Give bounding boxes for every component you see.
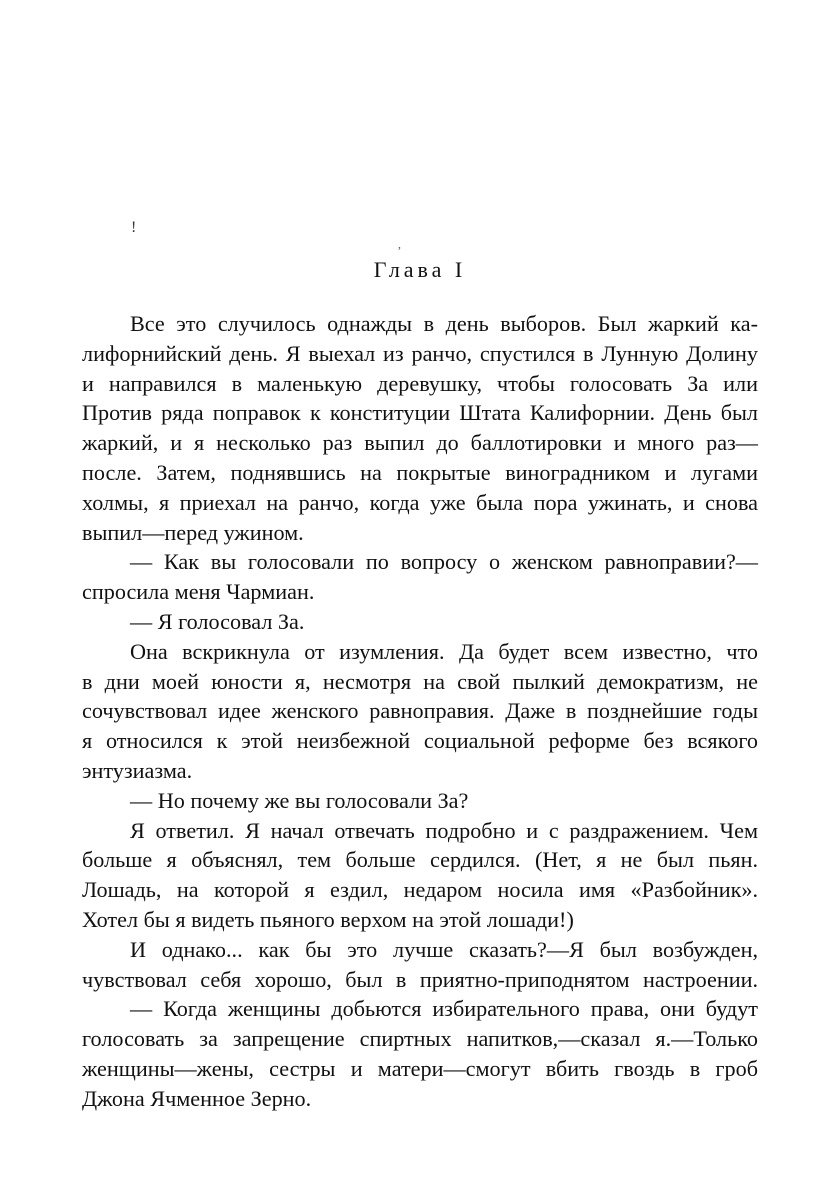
- text-line: Она вскрикнула от изумления. Да будет всем известно, что: [130, 638, 758, 664]
- text-line: спросила меня Чармиан.: [82, 579, 315, 605]
- text-line: в дни моей юности я, несмотря на свой пылкий демократизм, не: [82, 668, 758, 694]
- stray-mark-left: !: [131, 219, 137, 236]
- text-line: чувствовал себя хорошо, был в приятно-приподнятом настроении.: [82, 966, 758, 992]
- text-line: Хотел бы я видеть пьяного верхом на этой лошади!): [82, 906, 574, 932]
- text-line: Джона Ячменное Зерно.: [82, 1085, 312, 1111]
- text-line: жаркий, и я несколько раз выпил до баллотировки и много раз—: [82, 430, 758, 456]
- text-line: голосовать за запрещение спиртных напитков,—сказал я.—Только: [82, 1026, 758, 1052]
- text-line: — Но почему же вы голосовали За?: [130, 787, 469, 813]
- text-line: сочувствовал идее женского равноправия. Даже в позднейшие годы: [82, 698, 758, 724]
- chapter-body-text: [82, 309, 758, 1114]
- chapter-title: Глава I: [373, 257, 467, 282]
- text-line: лифорнийский день. Я выехал из ранчо, спустился в Лунную Долину: [82, 340, 758, 366]
- text-line: я относился к этой неизбежной социальной реформе без всякого: [82, 728, 758, 754]
- text-line: — Я голосовал За.: [130, 608, 305, 634]
- text-line: Против ряда поправок к конституции Штата Калифорнии. День был: [82, 400, 758, 426]
- text-line: холмы, я приехал на ранчо, когда уже была пора ужинать, и снова: [82, 489, 758, 515]
- text-line: Лошадь, на которой я ездил, недаром носила имя «Разбойник».: [82, 877, 758, 903]
- text-line: Я ответил. Я начал отвечать подробно и с раздражением. Чем: [130, 817, 758, 843]
- text-line: больше я объяснял, тем больше сердился. (Нет, я не был пьян.: [82, 847, 758, 873]
- text-line: И однако... как бы это лучше сказать?—Я был возбужден,: [130, 936, 758, 962]
- text-line: женщины—жены, сестры и матери—смогут вбить гвоздь в гроб: [82, 1055, 758, 1081]
- text-line: энтузиазма.: [82, 757, 193, 783]
- stray-mark-top: ,: [398, 237, 401, 251]
- text-line: — Как вы голосовали по вопросу о женском равноправии?—: [130, 549, 758, 575]
- text-line: после. Затем, поднявшись на покрытые виноградником и лугами: [82, 459, 758, 485]
- text-line: выпил—перед ужином.: [82, 519, 304, 545]
- text-line: и направился в маленькую деревушку, чтобы голосовать За или: [82, 370, 758, 396]
- text-line: — Когда женщины добьются избирательного права, они будут: [130, 996, 758, 1022]
- text-line: Все это случилось однажды в день выборов. Был жаркий ка-: [130, 311, 758, 336]
